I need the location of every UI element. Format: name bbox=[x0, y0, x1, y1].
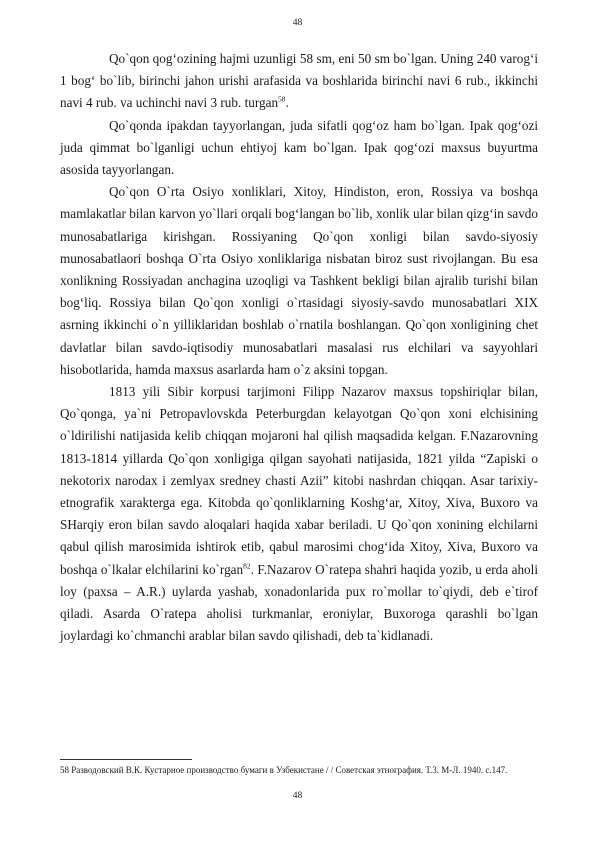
paragraph-text: Qo`qon qog‘ozining hajmi uzunligi 58 sm, eni 50 sm bo`lgan. Uning 240 varog‘i 1 bog‘ bo`lib, birinchi jahon urishi arafasida va boshlarida birinchi navi 6 rub., ikkinchi navi 4 rub. va uchinchi navi 3 rub. turgan bbox=[60, 51, 538, 111]
paragraph-trade-relations: Qo`qon O`rta Osiyo xonliklari, Xitoy, Hindiston, eron, Rossiya va boshqa mamlakatlar bilan karvon yo`llari orqali bog‘langan bo`lib, xonlik ular bilan qizg‘in savdo munosabatlariga kirishgan. Rossiyaning Qo`qon xonligi bilan savdo-siyosiy munosabatlaori boshqa O`rta Osiyo xonliklariga nisbatan biroz sust rivojlangan. Bu esa xonlikning Rossiyadan anchagina uzoqligi va Tashkent bekligi bilan ajralib turishi bilan bog‘liq. Rossiya bilan Qo`qon xonligi o`rtasidagi siyosiy-savdo munosabatlari XIX asrning ikkinchi o`n yilliklaridan boshlab o`rnatila boshlangan. Qo`qon xonligining chet davlatlar bilan savdo-iqtisodiy munosabatlari masalasi rus elchilari va sayyohlari hisobotlarida, hamda maxsus asarlarda ham o`z aksini topgan. bbox=[60, 184, 538, 377]
footnote-ref-82[interactable]: 82 bbox=[243, 561, 251, 571]
paragraph-silk-paper: Qo`qonda ipakdan tayyorlangan, juda sifatli qog‘oz ham bo`lgan. Ipak qog‘ozi juda qimmat bo`lganligi uchun ehtiyoj kam bo`lgan. Ipak qog‘ozi maxsus buyurtma asosida tayyorlangan. bbox=[60, 117, 538, 178]
paragraph-paper-size bbox=[60, 48, 538, 115]
footnote-ref-58[interactable]: 58 bbox=[278, 95, 286, 105]
main-text bbox=[60, 48, 538, 647]
paragraph-text-end: . bbox=[285, 95, 289, 111]
paragraph-text-end: . F.Nazarov O`ratepa shahri haqida yozib, u erda aholi loy (paxsa – A.R.) uylarda yashab, xonadonlarida pux ro`mollar to`qiydi, deb e`tirof qiladi. Asarda O`ratepa aholisi turkmanlar, eroniylar, Buxoroga qarashli bo`lgan joylardagi ko`chmanchi arablar bilan savdo qilishadi, deb ta`kidlanadi. bbox=[60, 561, 538, 644]
paragraph-text: 1813 yili Sibir korpusi tarjimoni Filipp Nazarov maxsus topshiriqlar bilan, Qo`qonga, ya`ni Petropavlovskda Peterburgdan kelayotgan Qo`qon xoni elchisining o`ldirilishi natijasida kelib chiqqan mojaroni hal qilish maqsadida kelgan. F.Nazarovning 1813-1814 yillarda Qo`qon xonligiga qilgan sayohati natijasida, 1821 yilda “Zapiski o nekotorix narodax i zemlyax sredney chasti Azii” kitobi nashrdan chiqqan. Asar tarixiy-etnografik xarakterga ega. Kitobda qo`qonliklarning Koshg‘ar, Xitoy, Xiva, Buxoro va SHarqiy eron bilan savdo aloqalari haqida xabar beriladi. U Qo`qon xonining elchilarni qabul qilish marosimida ishtirok etib, qabul marosimi chog‘ida Xitoy, Xiva, Buxoro va boshqa o`lkalar elchilarini ko`rgan bbox=[60, 384, 538, 577]
page-number-top: 48 bbox=[292, 18, 303, 28]
page-number-bottom: 48 bbox=[292, 791, 303, 801]
footnote-58: 58 Разводовский В.К. Кустарное производство бумаги в Узбекистане / / Советская этнография. Т.3. М-Л. 1940. с.147. bbox=[60, 765, 508, 775]
paragraph-nazarov bbox=[60, 381, 538, 647]
footnote-divider bbox=[60, 759, 192, 760]
